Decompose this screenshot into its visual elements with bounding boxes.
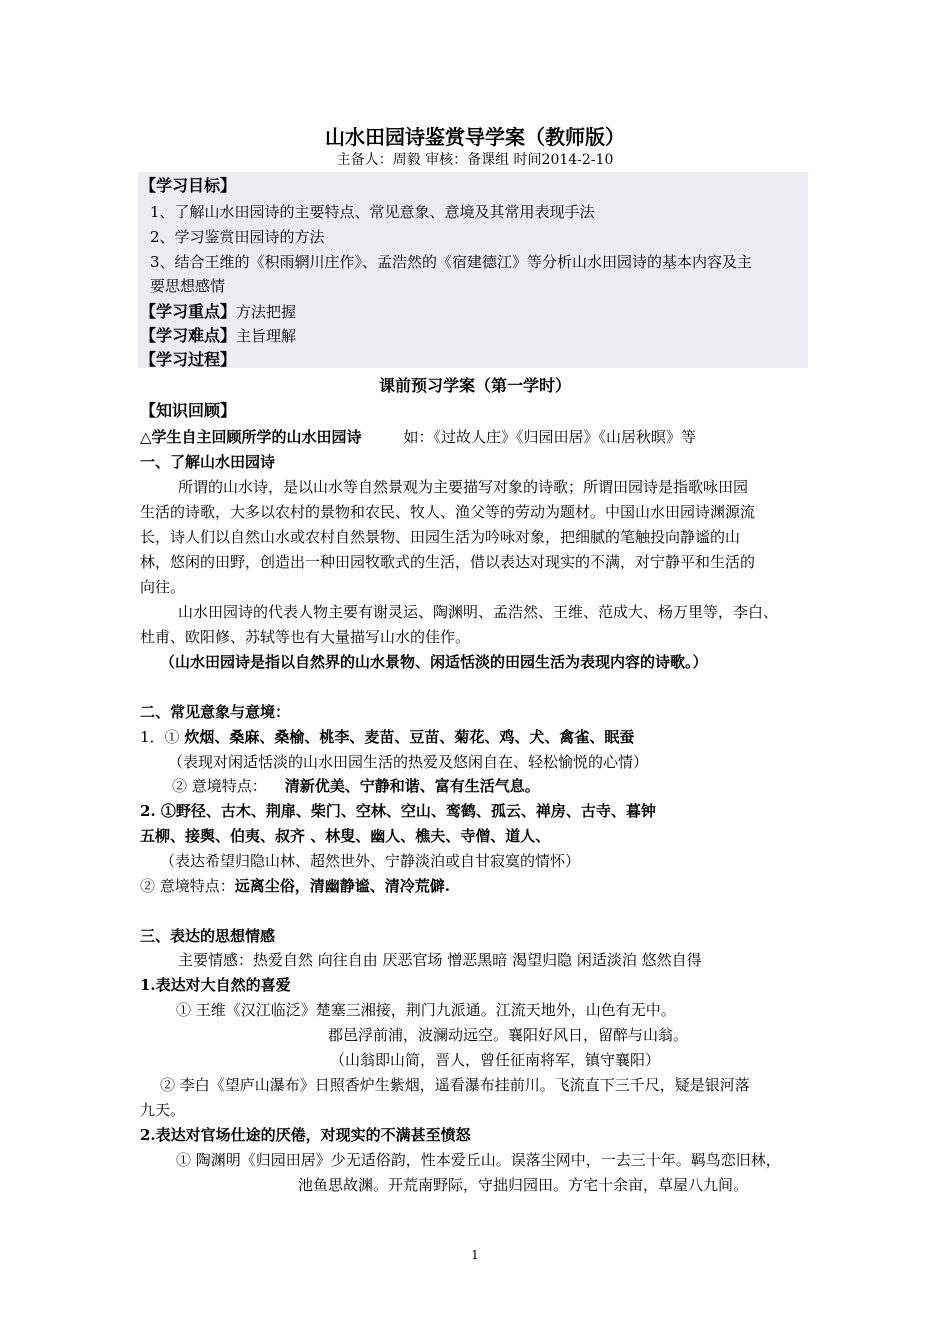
difficulty-text: 主旨理解 [236,327,297,345]
poem1-note: （山翁即山简，晋人，曾任征南将军，镇守襄阳） [330,1051,661,1069]
review-prompt-examples: 如：《过故人庄》《归园田居》《山居秋暝》等 [403,428,697,446]
part1-para1-line: 所谓的山水诗，是以山水等自然景观为主要描写对象的诗歌；所谓田园诗是指歌咏田园 [178,478,749,496]
part2-item1-feature-label: ② 意境特点： [172,777,267,795]
poem3-line2: 池鱼思故渊。开荒南野际，守拙归园田。方宅十余亩，草屋八九间。 [298,1176,749,1194]
poem1-line1: ① 王维《汉江临泛》楚塞三湘接，荆门九派通。江流天地外，山色有无中。 [176,1001,676,1019]
difficulty-heading: 【学习难点】 [140,326,237,345]
part2-item1-note: （表现对闲适恬淡的山水田园生活的热爱及悠闲自在、轻松愉悦的心情） [168,753,649,771]
part2-item2-feature-label: ② 意境特点： [140,877,235,895]
part2-heading: 二、常见意象与意境： [140,703,291,721]
part3-emotions: 主要情感：热爱自然 向往自由 厌恶官场 憎恶黑暗 渴望归隐 闲适淡泊 悠然自得 [178,951,702,969]
part1-definition: （山水田园诗是指以自然界的山水景物、闲适恬淡的田园生活为表现内容的诗歌。） [160,653,708,671]
section-title: 课前预习学案（第一学时） [378,376,571,395]
review-heading: 【知识回顾】 [140,401,237,420]
focus-row [140,302,296,322]
page-number: 1 [471,1248,479,1262]
page-title: 山水田园诗鉴赏导学案（教师版） [325,125,625,149]
part1-para1-line: 生活的诗歌，大多以农村的景物和农民、牧人、渔父等的劳动为题材。中国山水田园诗渊源流 [140,503,756,521]
objective-item: 2、学习鉴赏田园诗的方法 [150,228,325,246]
poem2-line1: ② 李白《望庐山瀑布》日照香炉生紫烟，遥看瀑布挂前川。飞流直下三千尺，疑是银河落 [160,1076,750,1094]
poem2-line2: 九天。 [140,1101,186,1119]
objective-item: 3、结合王维的《积雨辋川庄作》、孟浩然的《宿建德江》等分析山水田园诗的基本内容及主 [150,253,753,271]
part3-heading: 三、表达的思想情感 [140,927,276,945]
focus-text: 方法把握 [236,303,297,321]
part2-item1-feature [172,776,540,796]
part3-sub2: 2.表达对官场仕途的厌倦，对现实的不满甚至愤怒 [140,1126,471,1144]
part2-item1-prefix: 1．① [140,728,180,746]
objectives-heading: 【学习目标】 [140,176,237,195]
difficulty-row [140,326,296,346]
part1-para1-line: 林，悠闲的田野，创造出一种田园牧歌式的生活，借以表达对现实的不满，对宁静平和生活的 [140,553,756,571]
objective-item: 1、了解山水田园诗的主要特点、常见意象、意境及其常用表现手法 [150,203,595,221]
part2-item1-images: 炊烟、桑麻、桑榆、桃李、麦苗、豆苗、菊花、鸡、犬、禽雀、眠蚕 [184,728,635,746]
process-heading: 【学习过程】 [140,350,237,369]
part2-item2-line1: 2. ①野径、古木、荆扉、柴门、空林、空山、鸾鹤、孤云、禅房、古寺、暮钟 [140,802,656,820]
part1-para2-line: 山水田园诗的代表人物主要有谢灵运、陶渊明、孟浩然、王维、范成大、杨万里等，李白、 [178,603,779,621]
part1-heading: 一、了解山水田园诗 [140,453,276,471]
part3-sub1: 1.表达对大自然的喜爱 [140,976,291,994]
review-prompt-bold: △学生自主回顾所学的山水田园诗 [140,428,362,446]
review-prompt [140,427,696,447]
focus-heading: 【学习重点】 [140,302,237,321]
part1-para1-line: 长，诗人们以自然山水或农村自然景物、田园生活为吟咏对象，把细腻的笔触投向静谧的山 [140,528,741,546]
part2-item1-feature-text: 清新优美、宁静和谐、富有生活气息。 [284,777,540,795]
part1-para2-line: 杜甫、欧阳修、苏轼等也有大量描写山水的佳作。 [140,628,471,646]
part2-item2-feature [140,876,450,896]
part2-item2-line2: 五柳、接舆、伯夷、叔齐 、林叟、幽人、樵夫、寺僧、道人、 [140,827,551,845]
part2-item2-feature-text: 远离尘俗，清幽静谧、清冷荒僻. [234,877,451,895]
part2-item2-note: （表达希望归隐山林、超然世外、宁静淡泊或自甘寂寞的情怀） [160,852,581,870]
poem3-line1: ① 陶渊明《归园田居》少无适俗韵，性本爱丘山。误落尘网中，一去三十年。羁鸟恋旧林， [176,1151,781,1169]
poem1-line2: 郡邑浮前浦，波澜动远空。襄阳好风日，留醉与山翁。 [328,1026,689,1044]
part1-para1-line: 向往。 [140,578,186,596]
objective-item: 要思想感情 [150,277,226,295]
page-subtitle: 主备人：周毅 审核：备课组 时间2014-2-10 [336,152,614,168]
part2-item1 [140,727,634,747]
